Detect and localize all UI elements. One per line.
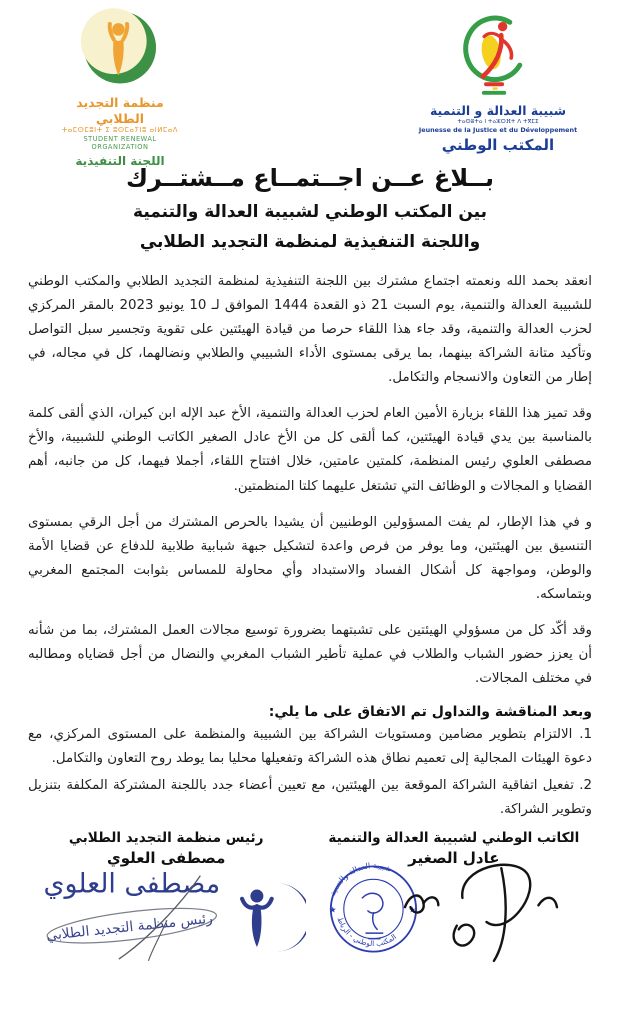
svg-text:★: ★ [408,904,416,915]
svg-text:★: ★ [328,904,337,915]
paragraph-3: و في هذا الإطار، لم يفت المسؤولين الوطنيين أن يشيدا بالحرص المشترك من أجل الرقي بمستوى التنسيق بين الهيئتين، وما يوفر من فرص واعدة لتشكيل جبهة شبابية طلابية للدفاع عن قضايا الأمة والوطن، ومواجهة كل أشكال الفساد والاستبداد وأي محاولة للمساس بثوابت المجتمع المغربي وبتماسكه. [28,514,592,602]
jdy-stamp [328,861,416,951]
sro-logo [54,8,186,169]
svg-text:المكتب الوطني - الرباط [335,916,398,948]
sro-signer-title: رئيس منظمة التجديد الطلابي [68,830,264,846]
paragraph-1: انعقد بحمد الله ونعمته اجتماع مشترك بين اللجنة التنفيذية لمنظمة التجديد الطلابي والمكتب الوطني للشبيبة العدالة والتنمية، يوم السبت 21 ذو القعدة 1444 الموافق لـ 10 يونيو 2023 بالمقر المركزي لحزب العدالة والتنمية، وقد جاء هذا اللقاء حرصا من قيادة الهيئتين على تقوية وتجسير سبل التواصل وتأكيد متانة الشراكة بينهما، بما يرقى بمستوى الأداء الشبيبي والطلابي ونضالهما، كل في مجاله، في إطار من التعاون والانسجام والتكامل. [28,273,592,385]
sro-name-arabic: منظمة التجديد الطلابي [76,95,164,126]
paragraph-4: وقد أكّد كل من مسؤولي الهيئتين على تشبتهما بضرورة توسيع مجالات العمل المشترك، بما من شأنه أن يعزز حضور الشباب والطلاب في عملية تأطير الشباب المغربي والنضال من أجل قضاياه ومطالبه في مختلف المجالات. [28,623,592,687]
paragraph-2: وقد تميز هذا اللقاء بزيارة الأمين العام لحزب العدالة والتنمية، الأخ عبد الإله ابن كيران، الذي ألقى كلمة بالمناسبة بين يدي قيادة الهيئتين، كما ألقى كل من الأخ عادل الصغير الكاتب الوطني للشبيبة، والأخ مصطفى العلوي رئيس المنظمة، كلمتين عامتين، خلال افتتاح اللقاء، أجملا فيهما، كل من جانبه، أهم القضايا و المجالات و الوظائف التي تشتغل عليهما كلتا المنظمتين. [28,406,592,494]
title-block [28,164,592,258]
jdy-name-tifinagh: ⵜⴰⵙⵓⵜⴰ ⵏ ⵜⴰⵣⵔⴼⵜ ⴷ ⵜⴳⵎⵉ [457,118,539,125]
sro-signature-handwriting [28,855,306,963]
sro-signature-role-text: رئيس منظمة التجديد الطلابي [45,910,214,944]
header [28,6,592,169]
agreement-heading: وبعد المناقشة والتداول تم الاتفاق على ما يلي: [268,703,592,720]
jdy-name-arabic: شبيبة العدالة و التنمية [429,103,567,118]
sro-name-tifinagh: ⵜⴰⵎⵙⵎⵓⵏⵜ ⵉ ⵓⵙⵎⴰⵢⵏⵓ ⴰⵏⵍⵎⴰⴷ [61,126,179,135]
stamp-bottom-text: المكتب الوطني - الرباط [335,915,398,949]
signatures [28,830,592,967]
sro-signature-block [28,830,304,967]
svg-text:شبيبة العدالة والتنمية [328,861,393,897]
sro-signer-name: مصطفى العلوي [106,849,226,867]
jdy-logo [414,8,582,155]
title-subline-2: واللجنة التنفيذية لمنظمة التجديد الطلابي [139,231,481,252]
sro-logo-icon [73,8,167,90]
sro-committee-label: اللجنة التنفيذية [75,154,165,169]
jdy-signer-name: عادل الصغير [408,849,500,867]
title-subline-1: بين المكتب الوطني لشبيبة العدالة والتنمية [133,202,487,222]
sro-signature-name-text: مصطفى العلوي [43,868,221,900]
jdy-name-french: Jeunesse de la Justice et du Développement [418,125,578,134]
statement-title: بــلاغ عــن اجــتمــاع مــشتــرك [126,164,494,192]
agreement-item-2: 2. تفعيل اتفاقية الشراكة الموقعة بين الهيئتين، مع تعيين أعضاء جدد باللجنة المشتركة المكلفة بتنزيل وتطوير الشراكة. [28,777,592,817]
sro-name-english: STUDENT RENEWAL ORGANIZATION [83,135,157,152]
jdy-signature-scrawl [405,865,557,961]
jdy-logo-icon [435,8,561,98]
agreement-item-1: 1. الالتزام بتطوير مضامين ومستويات الشراكة بين الشبيبة والمنظمة على المستوى المركزي، مع دعوة الهيئات المجالية إلى تعميم نطاق هذه الشراكة وتفعيلها محليا بما يوطد روح التعاون والتكامل. [28,726,592,766]
jdy-signature-area [316,855,594,963]
jdy-office-label: المكتب الوطني [441,135,555,154]
sro-signature-mark [242,883,306,952]
statement-body [28,270,592,823]
stamp-top-text: شبيبة العدالة والتنمية [327,861,393,898]
jdy-signer-title: الكاتب الوطني لشبيبة العدالة والتنمية [328,830,580,846]
jdy-signature-block [316,830,592,967]
